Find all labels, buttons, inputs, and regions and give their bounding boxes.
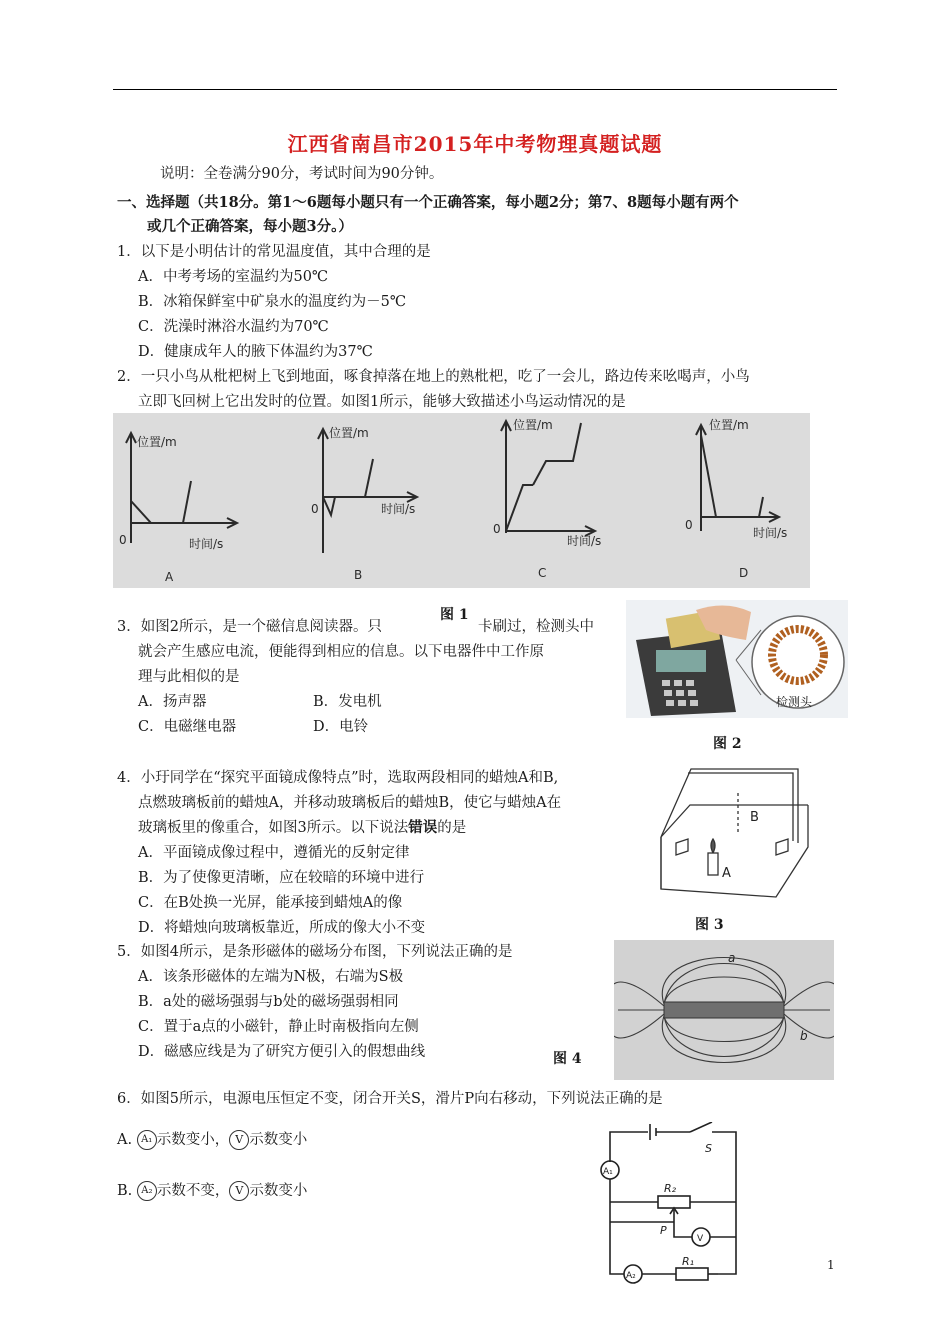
q3-line1: 3．如图2所示，是一个磁信息阅读器。只	[117, 619, 382, 635]
q3-line2: 就会产生感应电流，便能得到相应的信息。以下电器件中工作原	[138, 644, 544, 660]
graph-a-xlabel: 时间/s	[189, 537, 224, 551]
voltmeter-icon: V	[229, 1181, 249, 1201]
q3-option-d: D．电铃	[313, 719, 369, 735]
q2-stem-line1: 2．一只小鸟从枇杷树上飞到地面，啄食掉落在地上的熟枇杷，吃了一会儿，路边传来吆喝声，小鸟	[117, 369, 750, 385]
graph-d-xlabel: 时间/s	[753, 526, 788, 540]
page-number: 1	[827, 1258, 835, 1272]
slider-label: P	[660, 1224, 667, 1237]
q4-line1: 4．小玗同学在“探究平面镜成像特点”时，选取两段相同的蜡烛A和B,	[117, 770, 559, 786]
q5-option-d: D．磁感应线是为了研究方便引入的假想曲线	[138, 1044, 426, 1060]
q5-option-a: A．该条形磁体的左端为N极，右端为S极	[138, 969, 404, 985]
point-b-label: b	[800, 1029, 808, 1043]
graph-a-origin: 0	[119, 533, 127, 547]
candle-a-label: A	[722, 866, 731, 881]
r2-label: R₂	[664, 1182, 677, 1195]
q6-stem: 6．如图5所示，电源电压恒定不变，闭合开关S，滑片P向右移动，下列说法正确的是	[117, 1091, 663, 1107]
q1-option-d: D．健康成年人的腋下体温约为37℃	[138, 344, 373, 360]
q4-option-c: C．在B处换一光屏，能承接到蜡烛A的像	[138, 895, 403, 911]
figure-4-label: 图 4	[553, 1051, 582, 1067]
a2-meter-label: A₂	[626, 1271, 636, 1281]
q4-line2: 点燃玻璃板前的蜡烛A，并移动玻璃板后的蜡烛B，使它与蜡烛A在	[138, 795, 562, 811]
graph-b-ylabel: 位置/m	[329, 426, 369, 440]
q3-option-c: C．电磁继电器	[138, 719, 237, 735]
q3-line1-end: 卡刷过，检测头中	[478, 619, 594, 635]
graph-b-xlabel: 时间/s	[381, 502, 416, 516]
candle-b-label: B	[750, 810, 759, 825]
q6-option-a: A. A₁ 示数变小， V 示数变小	[117, 1132, 308, 1148]
section-heading-line2: 或几个正确答案，每小题3分。）	[147, 218, 353, 235]
q5-option-b: B．a处的磁场强弱与b处的磁场强弱相同	[138, 994, 399, 1010]
figure-1-label: 图 1	[438, 604, 471, 624]
q3-line3: 理与此相似的是	[138, 669, 240, 685]
figure-2-label: 图 2	[713, 736, 742, 752]
figure-3-label: 图 3	[695, 917, 724, 933]
exam-note: 说明：全卷满分90分，考试时间为90分钟。	[160, 166, 444, 182]
figure-1-graphs	[113, 413, 810, 588]
graph-d-origin: 0	[685, 518, 693, 532]
q1-option-a: A．中考考场的室温约为50℃	[138, 269, 329, 285]
q4-option-d: D．将蜡烛向玻璃板靠近，所成的像大小不变	[138, 920, 426, 936]
graph-d-letter: D	[739, 566, 749, 580]
section-heading-line1: 一、选择题（共18分。第1～6题每小题只有一个正确答案，每小题2分；第7、8题每小题有两个	[117, 194, 739, 211]
q2-stem-line2: 立即飞回树上它出发时的位置。如图1所示，能够大致描述小鸟运动情况的是	[138, 394, 626, 410]
graph-c-ylabel: 位置/m	[513, 418, 553, 432]
q1-stem: 1．以下是小明估计的常见温度值，其中合理的是	[117, 244, 431, 260]
graph-c-letter: C	[538, 566, 547, 580]
a1-meter-label: A₁	[603, 1167, 613, 1177]
graph-a-ylabel: 位置/m	[137, 435, 177, 449]
q4-option-b: B．为了使像更清晰，应在较暗的环境中进行	[138, 870, 425, 886]
q3-option-a: A．扬声器	[138, 694, 207, 710]
figure-3-mirror-setup	[658, 765, 810, 901]
q3-option-b: B．发电机	[313, 694, 382, 710]
q5-option-c: C．置于a点的小磁针，静止时南极指向左侧	[138, 1019, 419, 1035]
q4-option-a: A．平面镜成像过程中，遵循光的反射定律	[138, 845, 410, 861]
graph-d-ylabel: 位置/m	[709, 418, 749, 432]
q1-option-b: B．冰箱保鲜室中矿泉水的温度约为－5℃	[138, 294, 407, 310]
detector-head-label: 检测头	[776, 695, 813, 709]
graph-c-xlabel: 时间/s	[567, 534, 602, 548]
graph-b-letter: B	[354, 568, 363, 582]
point-a-label: a	[728, 951, 736, 965]
voltmeter-icon: V	[229, 1130, 249, 1150]
q4-line3: 玻璃板里的像重合，如图3所示。以下说法错误的是	[138, 819, 467, 836]
q5-stem: 5．如图4所示，是条形磁体的磁场分布图，下列说法正确的是	[117, 944, 513, 960]
v-meter-label: V	[697, 1234, 704, 1244]
switch-label: S	[705, 1142, 712, 1155]
q1-option-c: C．洗澡时淋浴水温约为70℃	[138, 319, 329, 335]
ammeter-a2-icon: A₂	[137, 1181, 157, 1201]
graph-c-origin: 0	[493, 522, 501, 536]
figure-5-circuit	[598, 1122, 748, 1286]
q6-option-b: B. A₂ 示数不变， V 示数变小	[117, 1183, 308, 1199]
header-rule	[113, 89, 837, 90]
graph-b-origin: 0	[311, 502, 319, 516]
page-title: 江西省南昌市2015年中考物理真题试题	[287, 132, 663, 156]
graph-a-letter: A	[165, 570, 174, 584]
figure-2-card-reader	[626, 600, 848, 718]
figure-4-magnetic-field	[614, 940, 834, 1080]
ammeter-a1-icon: A₁	[137, 1130, 157, 1150]
r1-label: R₁	[682, 1255, 695, 1268]
